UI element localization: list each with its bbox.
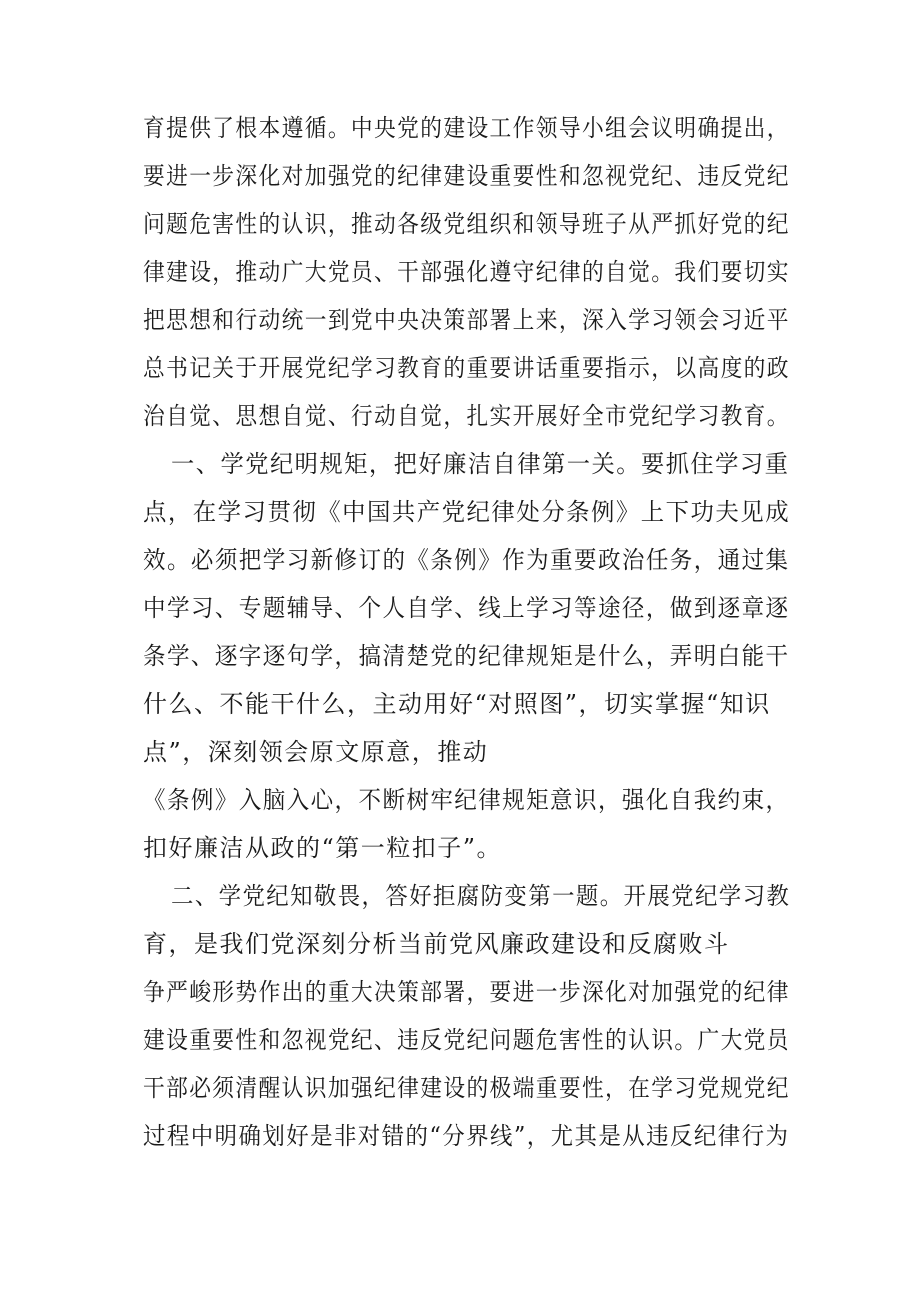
paragraph-line: 过程中明确划好是非对错的“分界线”，尤其是从违反纪律行为 [143, 1122, 790, 1150]
section-heading-2: 二、学党纪知敬畏，答好拒腐防变第一题。开展党纪学习教 [171, 882, 791, 910]
paragraph-line: 中学习、专题辅导、个人自学、线上学习等途径，做到逐章逐 [143, 594, 790, 622]
paragraph-line: 干部必须清醒认识加强纪律建设的极端重要性，在学习党规党纪 [143, 1074, 790, 1102]
paragraph-line: 扣好廉洁从政的“第一粒扣子”。 [143, 834, 503, 862]
paragraph-line: 点”，深刻领会原文原意，推动 [143, 738, 489, 766]
section-heading-1: 一、学党纪明规矩，把好廉洁自律第一关。要抓住学习重 [171, 450, 790, 478]
paragraph-line: 争严峻形势作出的重大决策部署，要进一步深化对加强党的纪律 [143, 978, 790, 1006]
paragraph-line: 育提供了根本遵循。中央党的建设工作领导小组会议明确提出， [143, 114, 790, 142]
paragraph-line: 效。必须把学习新修订的《条例》作为重要政治任务，通过集 [143, 546, 790, 574]
paragraph-line: 治自觉、思想自觉、行动自觉，扎实开展好全市党纪学习教育。 [143, 402, 790, 430]
paragraph-line: 什么、不能干什么，主动用好“对照图”，切实掌握“知识 [143, 690, 771, 718]
paragraph-line: 把思想和行动统一到党中央决策部署上来，深入学习领会习近平 [143, 306, 790, 334]
paragraph-line: 律建设，推动广大党员、干部强化遵守纪律的自觉。我们要切实 [143, 258, 790, 286]
paragraph-line: 建设重要性和忽视党纪、违反党纪问题危害性的认识。广大党员 [143, 1026, 790, 1054]
paragraph-line: 《条例》入脑入心，不断树牢纪律规矩意识，强化自我约束， [143, 786, 790, 814]
paragraph-line: 问题危害性的认识，推动各级党组织和领导班子从严抓好党的纪 [143, 210, 790, 238]
paragraph-line: 点，在学习贯彻《中国共产党纪律处分条例》上下功夫见成 [143, 498, 791, 526]
paragraph-line: 条学、逐字逐句学，搞清楚党的纪律规矩是什么，弄明白能干 [143, 642, 790, 670]
paragraph-line: 总书记关于开展党纪学习教育的重要讲话重要指示，以高度的政 [143, 354, 790, 382]
paragraph-line: 育，是我们党深刻分析当前党风廉政建设和反腐败斗 [143, 930, 730, 958]
paragraph-line: 要进一步深化对加强党的纪律建设重要性和忽视党纪、违反党纪 [143, 162, 790, 190]
